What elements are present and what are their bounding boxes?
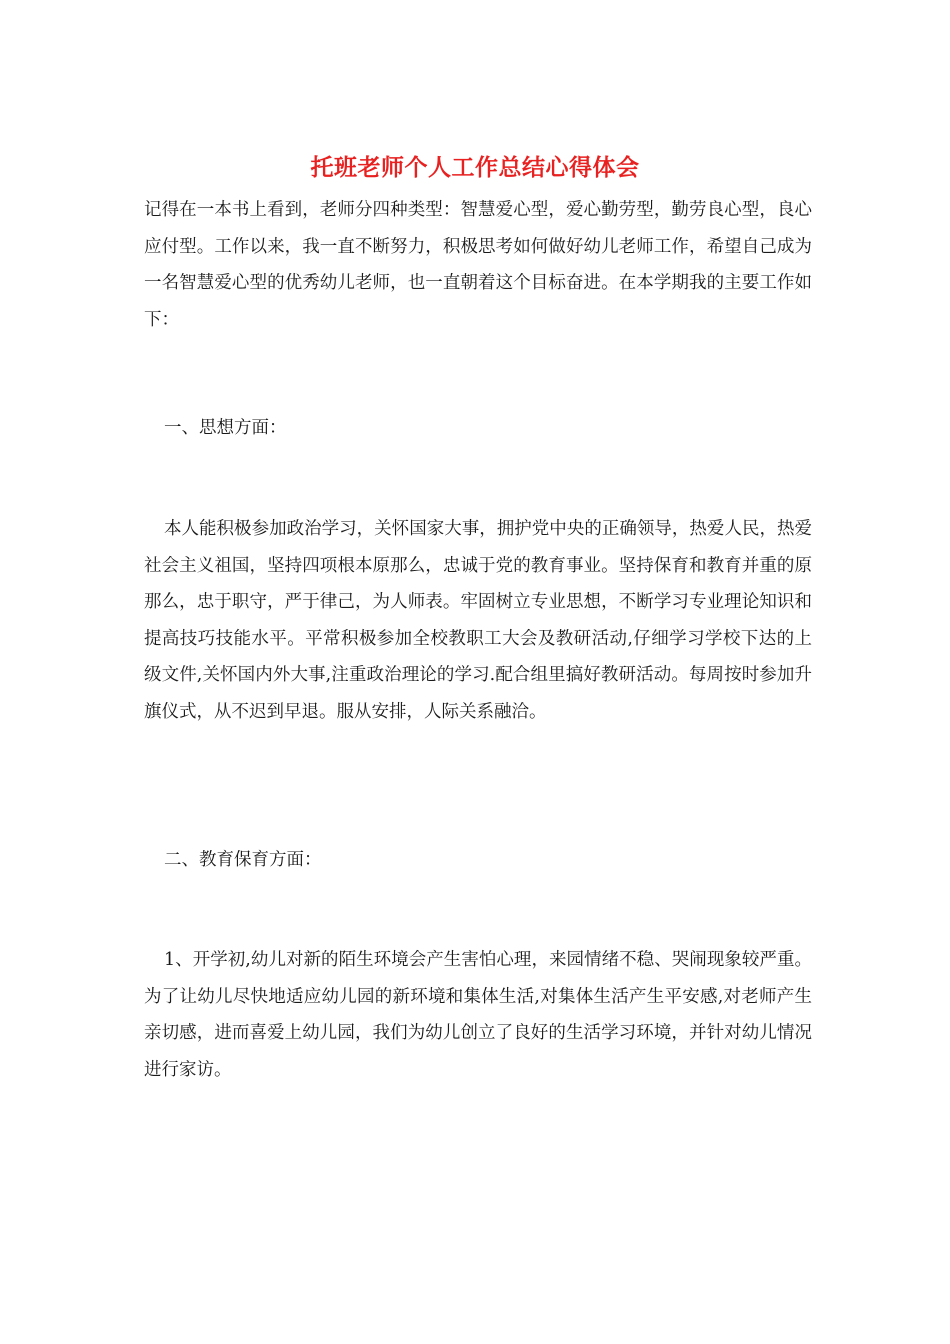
document-title: 托班老师个人工作总结心得体会 <box>310 154 640 181</box>
section-paragraph-education: 1、开学初,幼儿对新的陌生环境会产生害怕心理，来园情绪不稳、哭闹现象较严重。为了让幼儿尽快地适应幼儿园的新环境和集体生活,对集体生活产生平安感,对老师产生亲切感，进而喜爱上幼儿园，我们为幼儿创立了良好的生活学习环境，并针对幼儿情况进行家访。 <box>144 950 812 1080</box>
section-heading-thought: 一、思想方面： <box>164 418 287 438</box>
section-paragraph-thought: 本人能积极参加政治学习，关怀国家大事，拥护党中央的正确领导，热爱人民，热爱社会主义祖国，坚持四项根本原那么，忠诚于党的教育事业。坚持保育和教育并重的原那么，忠于职守，严于律己，为人师表。牢固树立专业思想，不断学习专业理论知识和提高技巧技能水平。平常积极参加全校教职工大会及教研活动,仔细学习学校下达的上级文件,关怀国内外大事,注重政治理论的学习.配合组里搞好教研活动。每周按时参加升旗仪式，从不迟到早退。服从安排，人际关系融洽。 <box>144 519 812 722</box>
intro-paragraph: 记得在一本书上看到，老师分四种类型：智慧爱心型，爱心勤劳型，勤劳良心型，良心应付型。工作以来，我一直不断努力，积极思考如何做好幼儿老师工作，希望自己成为一名智慧爱心型的优秀幼儿老师，也一直朝着这个目标奋进。在本学期我的主要工作如下： <box>144 200 812 330</box>
section-heading-education: 二、教育保育方面： <box>164 850 322 870</box>
